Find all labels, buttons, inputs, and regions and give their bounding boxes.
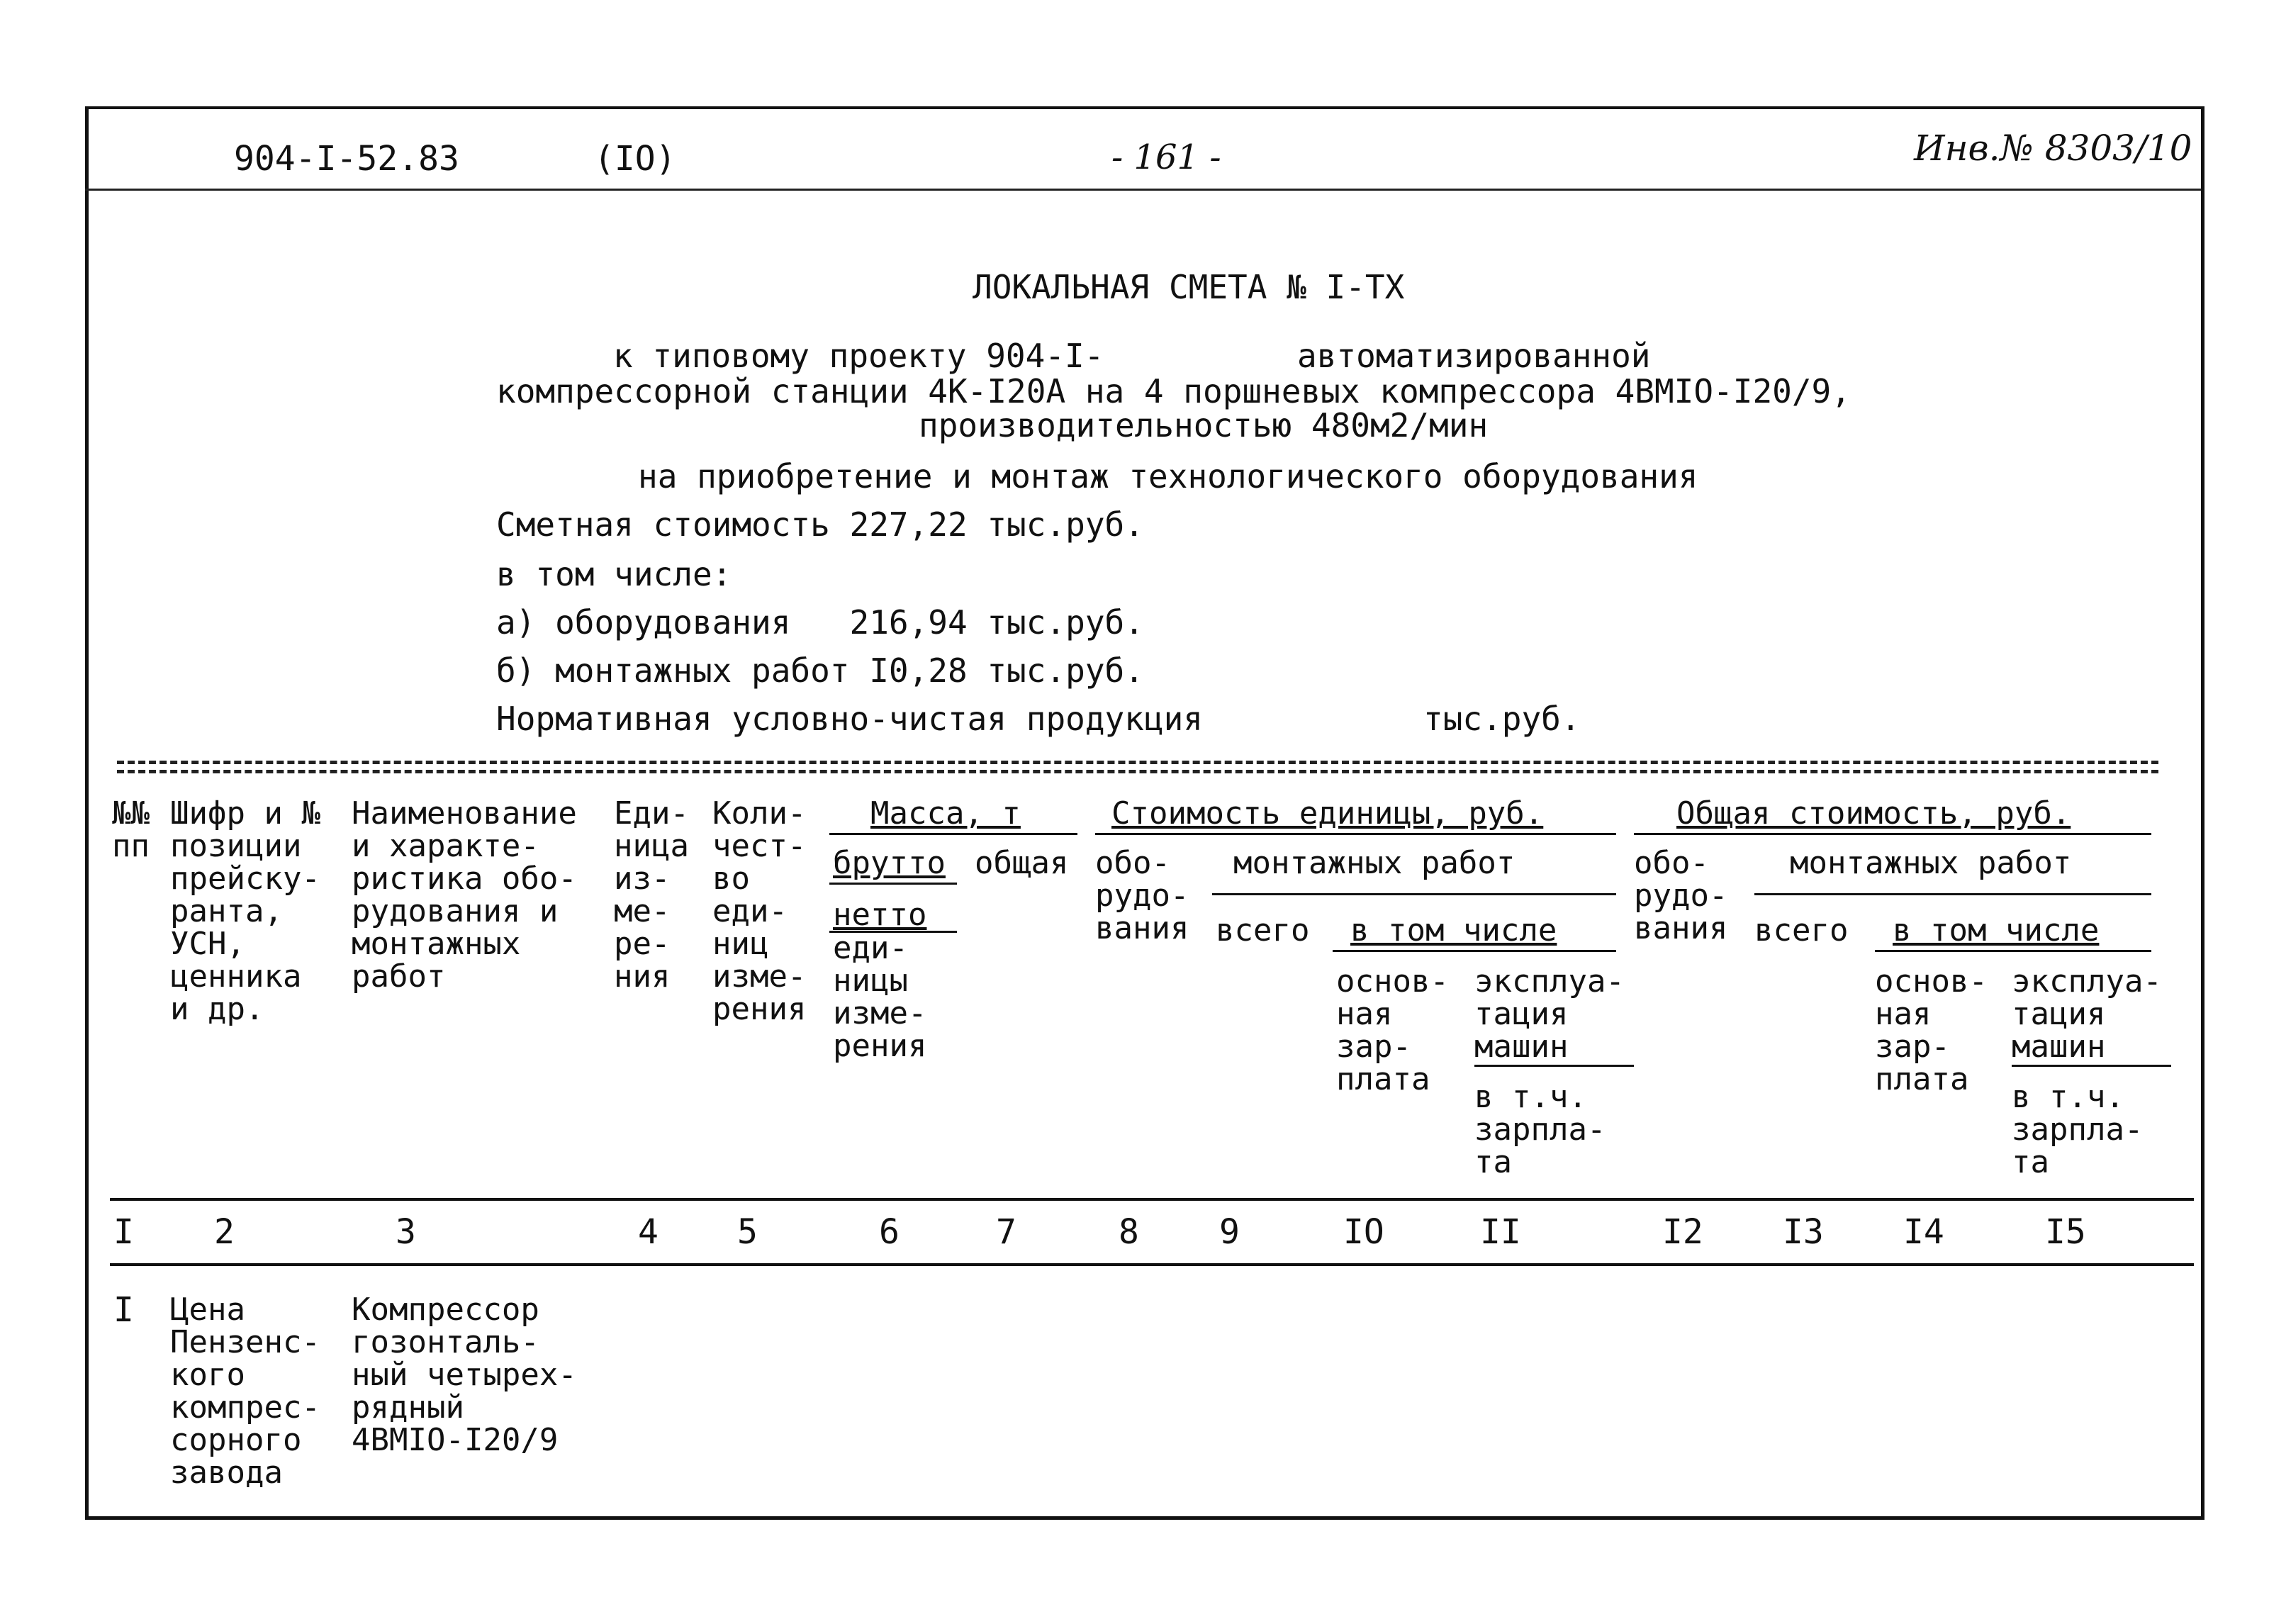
total-installation-underline <box>1754 893 2151 895</box>
header-bottom-rule <box>110 1198 2194 1201</box>
col-number-4: 4 <box>638 1212 659 1252</box>
col-number-9: 9 <box>1219 1212 1240 1252</box>
row-1-equipment-name: Компрессор гозонталь- ный четырех- рядный 4ВМIО-I20/9 <box>352 1292 577 1458</box>
col-header-total-machine-salary: в т.ч. зарпла- та <box>2012 1079 2144 1180</box>
col-number-11: II <box>1480 1212 1521 1252</box>
installation-cost: б) монтажных работ I0,28 тыс.руб. <box>496 651 1144 690</box>
column-numbers-bottom-rule <box>110 1263 2194 1266</box>
normative-product-unit: тыс.руб. <box>1423 700 1581 738</box>
col-header-unit-base-salary: основ- ная зар- плата <box>1336 963 1449 1097</box>
row-1-price-source: Цена Пензенс- кого компрес- сорного завода <box>170 1292 320 1491</box>
total-cost-group-underline <box>1634 833 2151 835</box>
col-header-total-equipment: обо- рудо- вания <box>1634 845 1728 946</box>
col-header-number: №№ пп <box>112 795 150 864</box>
col-header-mass-group: Масса, т <box>870 795 1021 831</box>
col-header-unit-equipment: обо- рудо- вания <box>1095 845 1189 946</box>
col-header-total-machine-operation: эксплуа- тация машин <box>2012 963 2162 1065</box>
subtitle-line-1a: к типовому проекту 904-I- <box>613 337 1104 375</box>
col-number-13: I3 <box>1783 1212 1824 1252</box>
brutto-underline <box>829 883 957 885</box>
col-header-total-cost-group: Общая стоимость, руб. <box>1676 795 2071 831</box>
unit-including-underline <box>1333 950 1616 952</box>
col-number-14: I4 <box>1903 1212 1944 1252</box>
document-title: ЛОКАЛЬНАЯ СМЕТА № I-ТХ <box>973 268 1405 306</box>
sheet-number: (IO) <box>594 139 676 179</box>
col-header-unit-total: всего <box>1216 912 1310 948</box>
col-header-unit-including: в том числе <box>1350 912 1557 948</box>
col-header-mass-total: общая <box>975 845 1069 881</box>
col-header-mass-brutto: брутто <box>833 845 946 881</box>
col-number-12: I2 <box>1662 1212 1703 1252</box>
col-number-3: 3 <box>396 1212 416 1252</box>
col-header-total-installation: монтажных работ <box>1790 845 2072 881</box>
col-header-total-base-salary: основ- ная зар- плата <box>1875 963 1988 1097</box>
purpose-line: на приобретение и монтаж технологического оборудования <box>638 457 1698 495</box>
unit-installation-underline <box>1212 893 1616 895</box>
col-header-quantity: Коли- чест- во еди- ниц изме- рения <box>712 795 807 1027</box>
total-cost: Сметная стоимость 227,22 тыс.руб. <box>496 505 1144 544</box>
doc-code: 904-I-52.83 <box>234 139 459 179</box>
col-header-name: Наименование и характе- ристика обо- рудования и монтажных работ <box>352 795 577 995</box>
header-divider <box>85 189 2201 191</box>
col-header-total-total: всего <box>1754 912 1849 948</box>
col-number-10: IO <box>1343 1212 1384 1252</box>
col-number-6: 6 <box>879 1212 900 1252</box>
col-number-1: I <box>113 1212 134 1252</box>
col-header-unit-machine-salary: в т.ч. зарпла- та <box>1474 1079 1606 1180</box>
subtitle-line-3: производительностью 480м2/мин <box>919 406 1489 444</box>
page-number: - 161 - <box>1111 138 1221 177</box>
inventory-number: Инв.№ 8303/10 <box>1914 128 2192 169</box>
col-header-code: Шифр и № позиции прейску- ранта, УСН, ценника и др. <box>170 795 320 1027</box>
row-1-number: I <box>113 1290 134 1330</box>
normative-product-label: Нормативная условно-чистая продукция <box>496 700 1203 738</box>
equipment-cost: а) оборудования 216,94 тыс.руб. <box>496 603 1144 642</box>
col-header-unit-cost-group: Стоимость единицы, руб. <box>1111 795 1544 831</box>
col-header-mass-netto: нетто <box>833 897 927 933</box>
col-number-15: I5 <box>2045 1212 2086 1252</box>
total-including-underline <box>1875 950 2151 952</box>
col-header-total-including: в том числе <box>1893 912 2100 948</box>
col-header-unit: Еди- ница из- ме- ре- ния <box>614 795 689 995</box>
unit-cost-group-underline <box>1095 833 1616 835</box>
mass-group-underline <box>829 833 1077 835</box>
col-number-8: 8 <box>1119 1212 1139 1252</box>
col-header-unit-installation: монтажных работ <box>1233 845 1516 881</box>
subtitle-line-1b: автоматизированной <box>1297 337 1651 375</box>
col-header-mass-unit: еди- ницы изме- рения <box>833 930 927 1064</box>
col-number-7: 7 <box>996 1212 1016 1252</box>
col-number-2: 2 <box>214 1212 235 1252</box>
col-number-5: 5 <box>737 1212 758 1252</box>
including-label: в том числе: <box>496 555 732 593</box>
unit-machine-underline <box>1474 1065 1634 1067</box>
table-top-double-rule <box>117 761 2158 773</box>
col-header-unit-machine-operation: эксплуа- тация машин <box>1474 963 1625 1065</box>
subtitle-line-2: компрессорной станции 4К-I20А на 4 поршневых компрессора 4ВМIО-I20/9, <box>496 372 1851 410</box>
total-machine-underline <box>2012 1065 2171 1067</box>
